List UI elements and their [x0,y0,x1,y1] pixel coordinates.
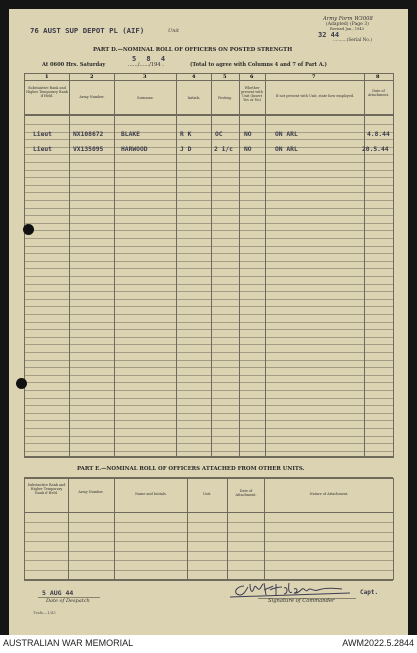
part-e-header-rule [24,512,393,513]
col-header-initials: Initials. [187,96,201,100]
row-rule [24,436,393,437]
header-bottom-rule [24,114,393,116]
row-rule [24,162,393,163]
row-rule [24,532,393,533]
row-rule [24,405,393,406]
col-num-3: 3 [143,74,147,80]
row-rule [24,337,393,338]
row-rule [24,551,393,552]
cell-army-number: NX108672 [73,131,104,138]
row-rule [24,420,393,421]
row-rule [24,284,393,285]
despatch-date-label: Date of Despatch [46,598,90,604]
col-header-date: Date of Attachment. [367,89,390,97]
row-rule [24,375,393,376]
col-header-posting: Posting. [218,96,232,100]
cell-initials: J D [180,146,192,153]
table-top-rule [24,73,393,74]
row-rule [24,306,393,307]
cell-surname: HARWOOD [121,146,148,153]
col-num-7: 7 [312,74,316,80]
e-col-header-name: Name and Initials. [135,492,167,496]
row-rule [24,344,393,345]
archive-footer [0,635,417,653]
row-rule [24,382,393,383]
row-rule [24,360,393,361]
e-col-rule-6 [393,478,394,580]
col-num-4: 4 [192,74,196,80]
row-rule [24,208,393,209]
row-rule [24,124,393,125]
row-rule [24,215,393,216]
row-rule [24,177,393,178]
at-line-suffix: (Total to agree with Columns 4 and 7 of Part A.) [190,62,327,68]
part-e-title: PART E.—NOMINAL ROLL OF OFFICERS ATTACHED FROM OTHER UNITS. [77,466,305,472]
row-rule [24,238,393,239]
row-rule [24,261,393,262]
row-rule [24,291,393,292]
at-line-prefix: At 0600 Hrs. Saturday [42,62,106,68]
form-adapted: (Adapted) (Page 3) [326,22,369,27]
print-reference: Trafo—1/43 [33,610,56,615]
date-typed: 5 8 4 [132,55,169,63]
footer-institution: AUSTRALIAN WAR MEMORIAL [3,638,134,648]
cell-posting: 2 i/c [214,146,233,153]
e-col-rule-5 [264,478,265,580]
table-row [0,131,417,141]
e-col-header-army-number: Army Number. [78,490,104,494]
e-col-header-rank: Substantive Rank and Higher Temporary Rank if Held. [27,483,66,495]
signature-label: Signature of Commander [268,598,335,604]
footer-accession: AWM2022.5.2844 [342,638,414,648]
col-header-employed: If not present with Unit, state how employed. [275,94,355,98]
col-header-rank: Substantive Rank and Higher Temporary Rank if Held. [26,86,68,98]
serial-typed: 32 44 [318,31,340,39]
form-revised: Revised Jan., 1943 [330,27,364,31]
e-col-header-date: Date of Attachment. [235,489,257,497]
row-rule [24,413,393,414]
e-col-header-nature: Nature of Attachment. [309,492,349,496]
date-template: ....../....../194 . [128,62,164,68]
cell-surname: BLAKE [121,131,140,138]
row-rule [24,314,393,315]
cell-date: 20.5.44 [362,146,389,153]
signature-rank: Capt. [360,589,379,596]
cell-posting: OC [215,131,223,138]
row-rule [24,170,393,171]
row-rule [24,570,393,571]
col-num-2: 2 [90,74,94,80]
col-header-army-number: Army Number. [79,95,105,99]
unit-label: Unit [168,28,180,34]
punch-hole-top [23,224,34,235]
row-rule [24,428,393,429]
cell-army-number: VX135095 [73,146,104,153]
cell-employed: ON ARL [275,131,298,138]
e-col-rule-0 [24,478,25,580]
cell-rank: Lieut [33,131,52,138]
part-d-title: PART D.—NOMINAL ROLL OF OFFICERS ON POSTED STRENGTH [93,47,293,53]
row-rule [24,352,393,353]
row-rule [24,200,393,201]
row-rule [24,230,393,231]
unit-typed: 76 AUST SUP DEPOT PL (AIF) [30,26,145,35]
row-rule [24,185,393,186]
table-bottom-rule [24,456,393,458]
cell-employed: ON ARL [275,146,298,153]
col-num-1: 1 [45,74,49,80]
part-e-top-rule [24,477,393,479]
col-num-6: 6 [250,74,254,80]
col-num-5: 5 [223,74,227,80]
row-rule [24,560,393,561]
cell-initials: R K [180,131,192,138]
cell-date: 4.8.44 [367,131,390,138]
col-num-8: 8 [376,74,380,80]
punch-hole-bottom [16,378,27,389]
row-rule [24,276,393,277]
form-number: Army Form W3008 [323,16,373,22]
row-rule [24,268,393,269]
row-rule [24,223,393,224]
col-header-present: Whether present with Unit (Insert Yes or No) [241,86,263,102]
cell-present: NO [244,131,252,138]
e-col-rule-2 [114,478,115,580]
row-rule [24,246,393,247]
number-row-rule [24,80,393,81]
row-rule [24,541,393,542]
cell-rank: Lieut [33,146,52,153]
col-header-surname: Surname. [137,96,154,100]
despatch-date-stamp: 5 AUG 44 [42,589,74,597]
row-rule [24,322,393,323]
row-rule [24,299,393,300]
e-col-header-unit: Unit. [202,492,212,496]
commander-signature [226,578,379,600]
table-row [0,146,417,156]
row-rule [24,367,393,368]
row-rule [24,192,393,193]
e-col-rule-1 [68,478,69,580]
row-rule [24,443,393,444]
row-rule [24,253,393,254]
e-col-rule-3 [187,478,188,580]
row-rule [24,329,393,330]
row-rule [24,390,393,391]
e-col-rule-4 [227,478,228,580]
row-rule [24,451,393,452]
row-rule [24,522,393,523]
cell-present: NO [244,146,252,153]
serial-label: ..........(Serial No.) [333,38,372,43]
row-rule [24,398,393,399]
